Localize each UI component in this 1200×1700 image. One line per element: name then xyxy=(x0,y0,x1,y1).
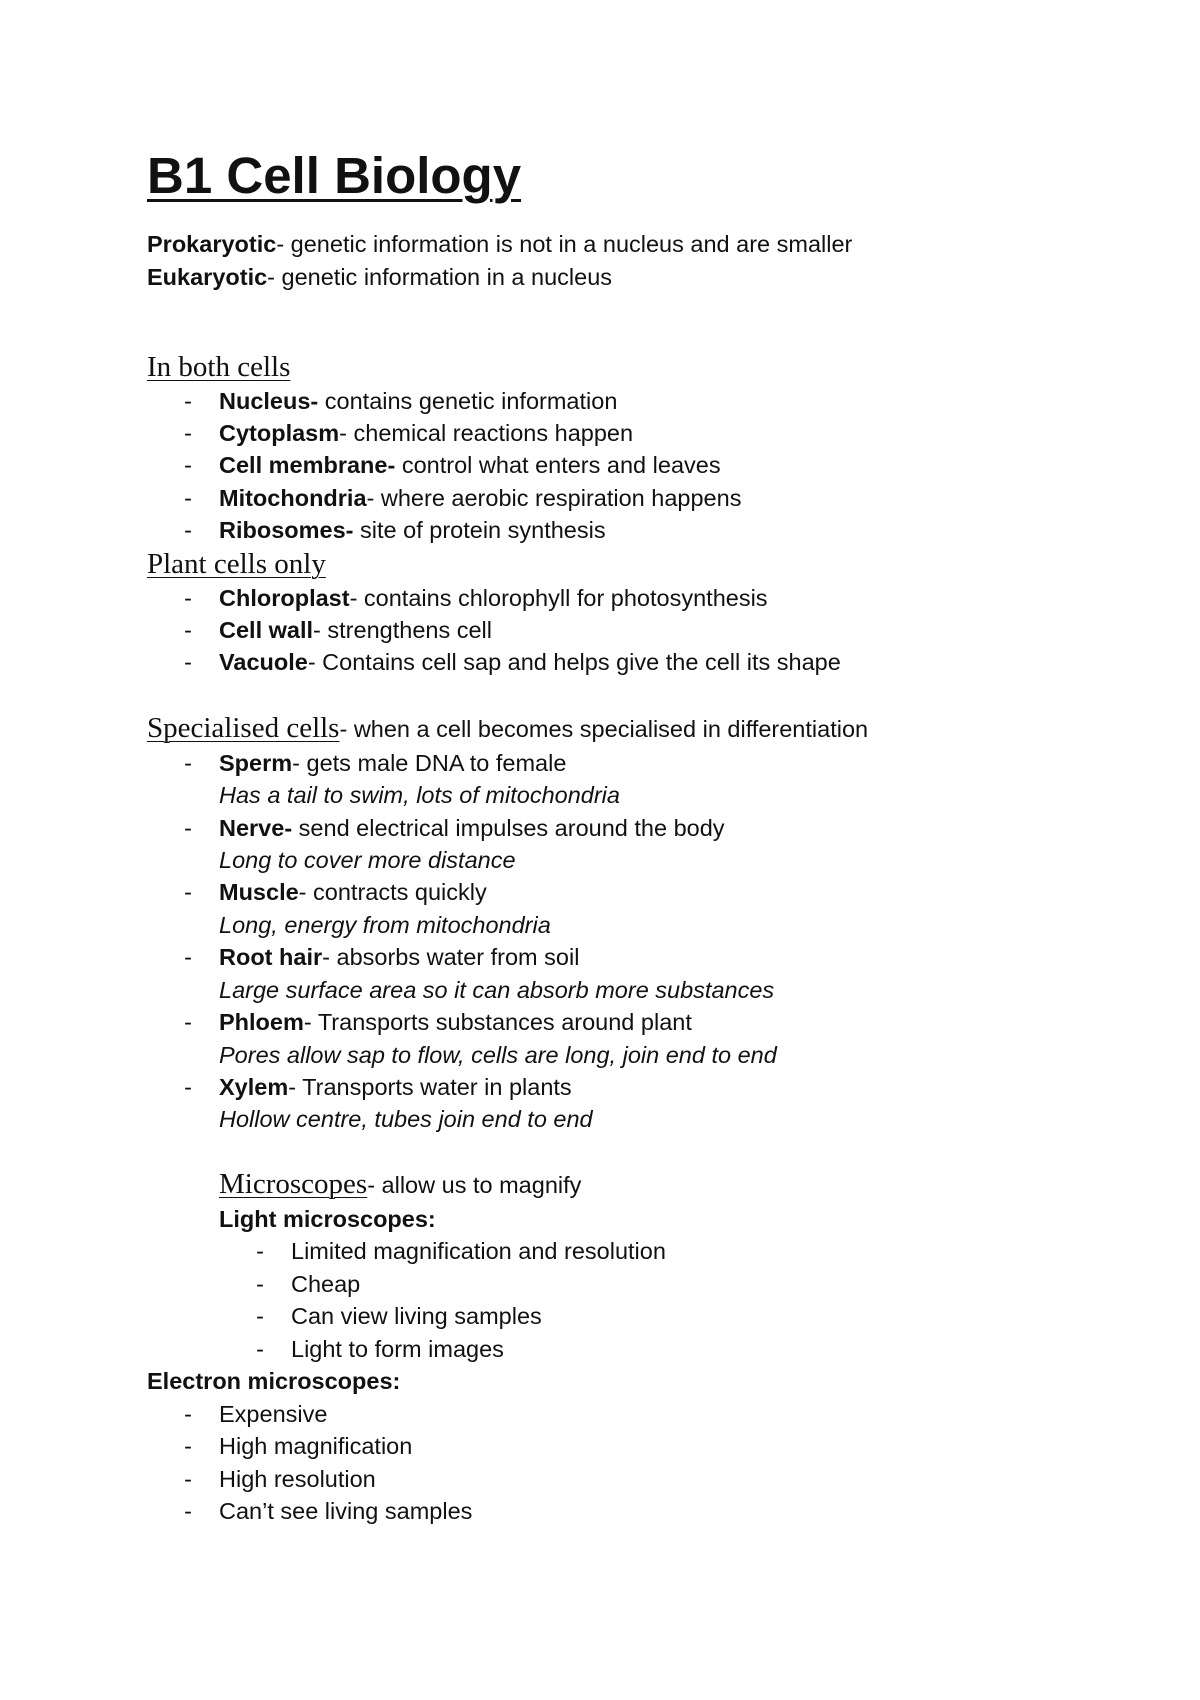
item-term: Chloroplast xyxy=(219,585,350,611)
item-note: Long, energy from mitochondria xyxy=(219,912,551,938)
item-desc: - absorbs water from soil xyxy=(322,944,580,970)
bullet-dash: - xyxy=(184,517,192,543)
item-note: Hollow centre, tubes join end to end xyxy=(219,1106,593,1132)
item-term: Phloem xyxy=(219,1009,304,1035)
section-heading-plant-cells: Plant cells only xyxy=(147,548,326,580)
bullet-dash: - xyxy=(184,879,192,905)
item-term: Mitochondria xyxy=(219,485,367,511)
item-note: Has a tail to swim, lots of mitochondria xyxy=(219,782,620,808)
item-text: Cheap xyxy=(291,1271,361,1297)
item-desc: - contains chlorophyll for photosynthesis xyxy=(349,585,768,611)
item-term: Ribosomes- xyxy=(219,517,354,543)
bullet-dash: - xyxy=(256,1336,264,1362)
item-text: Limited magnification and resolution xyxy=(291,1238,666,1264)
item-desc: - strengthens cell xyxy=(313,617,492,643)
definition-term: Prokaryotic xyxy=(147,231,277,257)
item-text: Light to form images xyxy=(291,1336,504,1362)
item-desc: - where aerobic respiration happens xyxy=(366,485,742,511)
item-desc: control what enters and leaves xyxy=(395,452,721,478)
item-desc: - Transports water in plants xyxy=(288,1074,572,1100)
bullet-dash: - xyxy=(256,1303,264,1329)
definition-text: - genetic information in a nucleus xyxy=(267,264,613,290)
bullet-dash: - xyxy=(184,420,192,446)
bullet-dash: - xyxy=(184,485,192,511)
item-term: Xylem xyxy=(219,1074,289,1100)
section-heading-desc: - when a cell becomes specialised in differentiation xyxy=(339,716,869,742)
item-note: Long to cover more distance xyxy=(219,847,516,873)
page-title: B1 Cell Biology xyxy=(147,147,522,204)
bullet-dash: - xyxy=(184,1009,192,1035)
item-desc: send electrical impulses around the body xyxy=(292,815,725,841)
item-desc: - Transports substances around plant xyxy=(303,1009,692,1035)
bullet-dash: - xyxy=(184,452,192,478)
item-term: Nucleus- xyxy=(219,388,319,414)
item-term: Muscle xyxy=(219,879,299,905)
item-term: Nerve- xyxy=(219,815,293,841)
item-term: Root hair xyxy=(219,944,323,970)
item-desc: contains genetic information xyxy=(318,388,618,414)
section-heading-desc: - allow us to magnify xyxy=(367,1172,582,1198)
item-desc: - contracts quickly xyxy=(298,879,487,905)
item-text: Expensive xyxy=(219,1401,328,1427)
bullet-dash: - xyxy=(184,585,192,611)
bullet-dash: - xyxy=(184,1466,192,1492)
bullet-dash: - xyxy=(184,944,192,970)
bullet-dash: - xyxy=(184,750,192,776)
section-heading-specialised-cells: Specialised cells- when a cell becomes specialised in differentiation xyxy=(147,712,869,744)
item-note: Large surface area so it can absorb more substances xyxy=(219,977,775,1003)
item-desc: site of protein synthesis xyxy=(353,517,606,543)
bullet-dash: - xyxy=(184,1074,192,1100)
bullet-dash: - xyxy=(184,388,192,414)
bullet-dash: - xyxy=(184,1401,192,1427)
definition-prokaryotic xyxy=(147,228,852,260)
item-text: High resolution xyxy=(219,1466,376,1492)
item-desc: - gets male DNA to female xyxy=(292,750,567,776)
definition-term: Eukaryotic xyxy=(147,264,268,290)
bullet-dash: - xyxy=(184,1433,192,1459)
item-text: Can’t see living samples xyxy=(219,1498,473,1524)
item-desc: - Contains cell sap and helps give the cell its shape xyxy=(307,649,841,675)
item-term: Cell wall xyxy=(219,617,314,643)
item-term: Cytoplasm xyxy=(219,420,340,446)
bullet-dash: - xyxy=(256,1238,264,1264)
item-text: High magnification xyxy=(219,1433,413,1459)
item-term: Cell membrane- xyxy=(219,452,396,478)
bullet-dash: - xyxy=(184,649,192,675)
section-heading-microscopes: Microscopes- allow us to magnify xyxy=(219,1168,582,1200)
item-term: Sperm xyxy=(219,750,293,776)
definition-eukaryotic xyxy=(147,261,612,293)
bullet-dash: - xyxy=(184,617,192,643)
section-heading-both-cells: In both cells xyxy=(147,351,291,383)
item-text: Can view living samples xyxy=(291,1303,542,1329)
definition-text: - genetic information is not in a nucleus and are smaller xyxy=(276,231,853,257)
item-term: Vacuole xyxy=(219,649,308,675)
bullet-dash: - xyxy=(184,815,192,841)
light-microscopes-label: Light microscopes: xyxy=(219,1206,436,1232)
electron-microscopes-label: Electron microscopes: xyxy=(147,1368,401,1394)
bullet-dash: - xyxy=(184,1498,192,1524)
bullet-dash: - xyxy=(256,1271,264,1297)
item-note: Pores allow sap to flow, cells are long, join end to end xyxy=(219,1042,777,1068)
item-desc: - chemical reactions happen xyxy=(339,420,634,446)
